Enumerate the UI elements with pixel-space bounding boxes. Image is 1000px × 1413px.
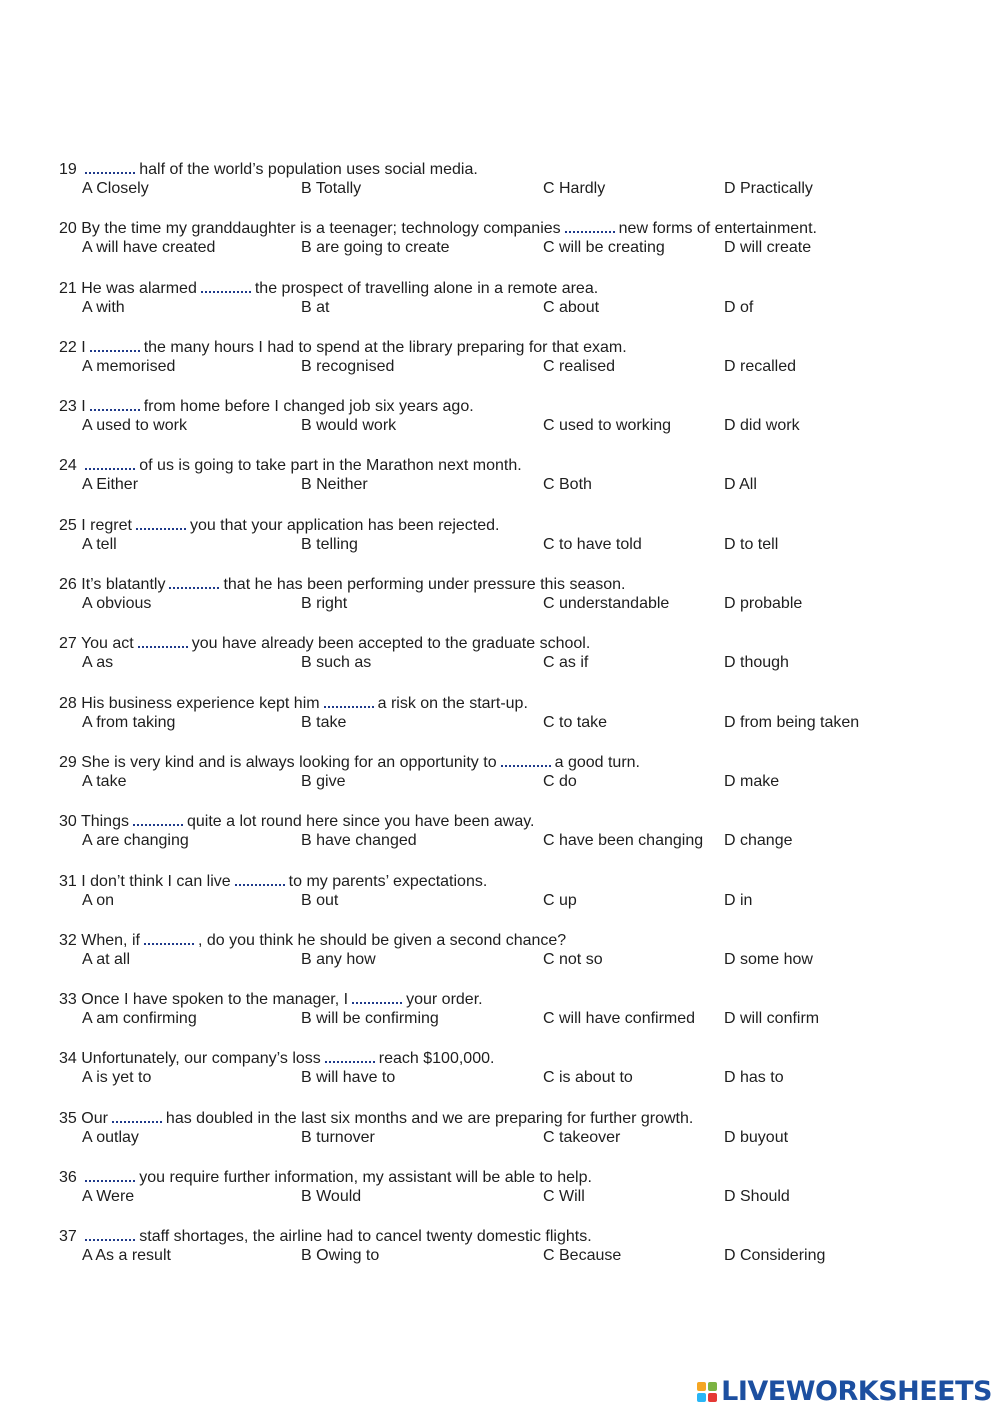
question-number: 19	[59, 161, 77, 178]
option-b: B Totally	[301, 180, 362, 197]
question-stem	[59, 395, 474, 417]
question-stem	[59, 632, 590, 654]
question-28	[59, 692, 959, 751]
question-number: 26	[59, 576, 77, 594]
option-d: D change	[724, 832, 793, 850]
answer-options	[82, 891, 962, 911]
stem-text-before: I regret	[81, 516, 132, 534]
question-stem	[59, 277, 598, 299]
answer-blank[interactable]	[112, 1107, 162, 1123]
question-stem	[59, 336, 627, 358]
option-b: B Owing to	[301, 1247, 380, 1265]
option-c: C understandable	[543, 595, 670, 613]
option-a: A as	[82, 654, 114, 672]
option-a: A on	[82, 891, 115, 909]
option-b: B give	[301, 772, 346, 790]
answer-blank[interactable]	[352, 988, 402, 1004]
option-d: D in	[724, 891, 753, 909]
option-b: B will have to	[301, 1069, 396, 1087]
option-c: C have been changing	[543, 832, 704, 850]
option-c: C to have told	[543, 535, 642, 553]
answer-blank[interactable]	[90, 395, 140, 411]
option-b: B Would	[301, 1188, 362, 1206]
answer-blank[interactable]	[138, 632, 188, 648]
option-c: C about	[543, 298, 600, 316]
question-stem	[59, 573, 625, 595]
question-27	[59, 632, 959, 691]
option-a: A at all	[82, 950, 131, 968]
question-20	[59, 217, 959, 276]
option-d: D from being taken	[724, 713, 860, 731]
answer-options	[82, 772, 962, 792]
option-b: B would work	[301, 417, 397, 435]
answer-options	[82, 1128, 962, 1148]
option-a: A used to work	[82, 417, 187, 435]
stem-text-after: , do you think he should be given a second chance?	[197, 931, 567, 949]
option-c: C will be creating	[543, 239, 665, 257]
answer-blank[interactable]	[144, 929, 194, 945]
option-d: D Should	[724, 1188, 790, 1206]
question-number: 21	[59, 279, 77, 297]
option-d: D recalled	[724, 357, 797, 375]
question-stem	[59, 929, 566, 951]
question-stem	[59, 454, 522, 476]
answer-options	[82, 179, 962, 199]
option-b: B right	[301, 595, 348, 613]
option-a: A Closely	[82, 180, 149, 197]
question-number: 33	[59, 991, 77, 1009]
option-d: D some how	[724, 950, 813, 968]
question-number: 29	[59, 753, 77, 771]
option-a: A will have created	[82, 239, 216, 257]
question-29	[59, 751, 959, 810]
question-number: 31	[59, 872, 77, 890]
question-32	[59, 929, 959, 988]
answer-options	[82, 653, 962, 673]
option-c: C Hardly	[543, 180, 606, 197]
question-22	[59, 336, 959, 395]
question-33	[59, 988, 959, 1047]
option-d: D make	[724, 772, 780, 790]
option-a: A with	[82, 298, 125, 316]
stem-text-after: has doubled in the last six months and we are preparing for further growth.	[165, 1109, 694, 1127]
answer-blank[interactable]	[169, 573, 219, 589]
option-d: D did work	[724, 417, 800, 435]
stem-text-before: Unfortunately, our company’s loss	[81, 1050, 321, 1068]
option-b: B such as	[301, 654, 372, 672]
question-stem	[59, 1225, 592, 1247]
option-c: C Both	[543, 476, 592, 494]
option-a: A Were	[82, 1188, 135, 1206]
option-a: A memorised	[82, 357, 176, 375]
stem-text-after: the prospect of travelling alone in a remote area.	[254, 279, 599, 297]
option-a: A outlay	[82, 1128, 139, 1146]
option-d: D buyout	[724, 1128, 789, 1146]
answer-options	[82, 357, 962, 377]
option-c: C will have confirmed	[543, 1010, 696, 1028]
answer-options	[82, 831, 962, 851]
stem-text-after: the many hours I had to spend at the library preparing for that exam.	[143, 338, 627, 356]
question-number: 36	[59, 1169, 77, 1187]
option-a: A tell	[82, 535, 117, 553]
option-d: D Considering	[724, 1247, 826, 1265]
answer-options	[82, 298, 962, 318]
option-d: D All	[724, 476, 757, 494]
question-number: 25	[59, 516, 77, 534]
option-d: D probable	[724, 595, 803, 613]
answer-options	[82, 475, 962, 495]
option-a: A is yet to	[82, 1069, 152, 1087]
question-stem	[59, 514, 499, 536]
question-stem	[59, 1166, 592, 1188]
option-b: B out	[301, 891, 339, 909]
option-b: B take	[301, 713, 347, 731]
stem-text-after: staff shortages, the airline had to cancel twenty domestic flights.	[139, 1228, 592, 1246]
question-21	[59, 277, 959, 336]
stem-text-after: of us is going to take part in the Marathon next month.	[139, 457, 522, 475]
stem-text-after: you that your application has been rejected.	[189, 516, 500, 534]
stem-text-before: You act	[80, 635, 134, 653]
option-c: C is about to	[543, 1069, 633, 1087]
option-b: B telling	[301, 535, 358, 553]
question-37	[59, 1225, 959, 1284]
option-a: A are changing	[82, 832, 189, 850]
option-b: B have changed	[301, 832, 417, 850]
question-number: 30	[59, 813, 77, 831]
answer-options	[82, 238, 962, 258]
stem-text-after: from home before I changed job six years ago.	[143, 398, 474, 416]
question-number: 32	[59, 931, 77, 949]
question-36	[59, 1166, 959, 1225]
question-stem	[59, 1107, 693, 1129]
question-25	[59, 514, 959, 573]
question-number: 27	[59, 635, 77, 653]
option-a: A am confirming	[82, 1010, 197, 1028]
question-23	[59, 395, 959, 454]
option-b: B recognised	[301, 357, 395, 375]
question-number: 37	[59, 1228, 77, 1246]
stem-text-before: It’s blatantly	[81, 576, 166, 594]
stem-text-before: Once I have spoken to the manager, I	[81, 991, 349, 1009]
stem-text-before: Our	[81, 1109, 108, 1127]
answer-blank[interactable]	[565, 217, 615, 233]
answer-options	[82, 1246, 962, 1266]
question-list	[59, 158, 959, 1285]
answer-blank[interactable]	[133, 810, 183, 826]
stem-text-before: I	[81, 398, 86, 416]
answer-blank[interactable]	[85, 1225, 135, 1241]
brand-text: LIVEWORKSHEETS	[721, 1376, 992, 1407]
option-b: B will be confirming	[301, 1010, 439, 1028]
option-c: C Will	[543, 1188, 585, 1206]
stem-text-before: He was alarmed	[81, 279, 197, 297]
question-number: 22	[59, 338, 77, 356]
option-d: D will create	[724, 239, 812, 257]
stem-text-before: Things	[80, 813, 129, 831]
answer-blank[interactable]	[325, 1047, 375, 1063]
answer-options	[82, 713, 962, 733]
answer-blank[interactable]	[85, 1166, 135, 1182]
option-a: A Either	[82, 476, 139, 494]
stem-text-after: a good turn.	[554, 753, 640, 771]
question-stem	[59, 217, 817, 239]
answer-blank[interactable]	[235, 870, 285, 886]
stem-text-before: When, if	[81, 931, 140, 949]
option-b: B turnover	[301, 1128, 375, 1146]
option-b: B Neither	[301, 476, 368, 494]
option-d: D Practically	[724, 180, 813, 197]
answer-options	[82, 1187, 962, 1207]
liveworksheets-logo	[697, 1376, 992, 1407]
question-19	[59, 158, 959, 217]
option-a: A As a result	[82, 1247, 171, 1265]
answer-options	[82, 950, 962, 970]
option-c: C realised	[543, 357, 616, 375]
stem-text-after: to my parents’ expectations.	[288, 872, 488, 890]
option-c: C not so	[543, 950, 603, 968]
option-a: A obvious	[82, 595, 152, 613]
stem-text-after: that he has been performing under pressure this season.	[223, 576, 626, 594]
option-c: C used to working	[543, 417, 672, 435]
answer-blank[interactable]	[201, 277, 251, 293]
stem-text-after: your order.	[406, 991, 483, 1009]
question-stem	[59, 870, 487, 892]
option-c: C as if	[543, 654, 589, 672]
stem-text-after: new forms of entertainment.	[618, 220, 817, 238]
question-number: 20	[59, 220, 77, 238]
option-c: C to take	[543, 713, 608, 731]
question-stem	[59, 810, 534, 832]
answer-options	[82, 1009, 962, 1029]
answer-options	[82, 594, 962, 614]
stem-text-before: I	[81, 338, 86, 356]
question-number: 28	[59, 694, 77, 712]
question-26	[59, 573, 959, 632]
stem-text-after: half of the world’s population uses social media.	[139, 161, 478, 178]
option-a: A take	[82, 772, 127, 790]
question-34	[59, 1047, 959, 1106]
stem-text-after: you require further information, my assistant will be able to help.	[139, 1169, 592, 1187]
option-c: C takeover	[543, 1128, 621, 1146]
question-stem	[59, 988, 483, 1010]
option-c: C up	[543, 891, 577, 909]
stem-text-after: you have already been accepted to the graduate school.	[191, 635, 591, 653]
option-d: D has to	[724, 1069, 784, 1087]
option-a: A from taking	[82, 713, 176, 731]
stem-text-before: I don’t think I can live	[81, 872, 231, 890]
question-number: 23	[59, 398, 77, 416]
option-d: D of	[724, 298, 754, 316]
option-c: C do	[543, 772, 577, 790]
question-30	[59, 810, 959, 869]
stem-text-after: a risk on the start-up.	[377, 694, 528, 712]
question-stem	[59, 692, 528, 714]
stem-text-after: reach $100,000.	[378, 1050, 495, 1068]
answer-blank[interactable]	[90, 336, 140, 352]
question-31	[59, 870, 959, 929]
option-b: B are going to create	[301, 239, 450, 257]
option-d: D will confirm	[724, 1010, 820, 1028]
question-number: 24	[59, 457, 77, 475]
question-stem	[59, 158, 478, 180]
stem-text-after: quite a lot round here since you have been away.	[186, 813, 535, 831]
answer-blank[interactable]	[85, 454, 135, 470]
stem-text-before: By the time my granddaughter is a teenager; technology companies	[81, 220, 561, 238]
option-d: D though	[724, 654, 789, 672]
answer-blank[interactable]	[85, 158, 135, 174]
brand-mark-icon	[697, 1382, 717, 1402]
question-35	[59, 1107, 959, 1166]
option-b: B at	[301, 298, 330, 316]
stem-text-before: She is very kind and is always looking for an opportunity to	[81, 753, 497, 771]
answer-options	[82, 416, 962, 436]
question-stem	[59, 1047, 494, 1069]
answer-options	[82, 535, 962, 555]
answer-blank[interactable]	[501, 751, 551, 767]
option-d: D to tell	[724, 535, 779, 553]
answer-blank[interactable]	[324, 692, 374, 708]
option-c: C Because	[543, 1247, 622, 1265]
question-24	[59, 454, 959, 513]
question-number: 35	[59, 1109, 77, 1127]
question-number: 34	[59, 1050, 77, 1068]
answer-options	[82, 1068, 962, 1088]
option-b: B any how	[301, 950, 376, 968]
stem-text-before: His business experience kept him	[81, 694, 320, 712]
answer-blank[interactable]	[136, 514, 186, 530]
question-stem	[59, 751, 640, 773]
